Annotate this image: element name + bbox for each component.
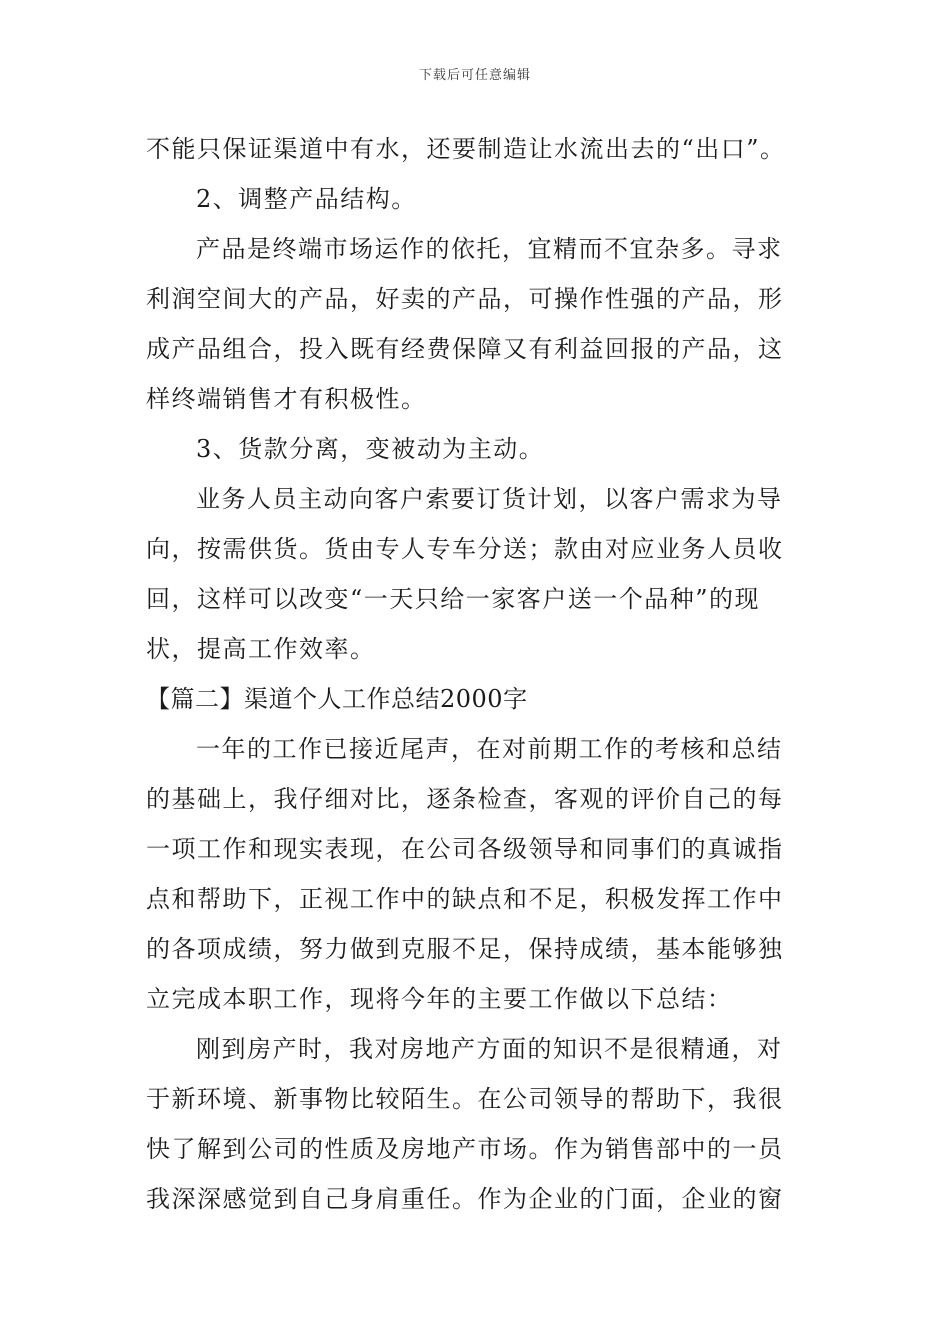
paragraph-line: 回，这样可以改变“一天只给一家客户送一个品种”的现 [146,585,761,613]
paragraph-line: 向，按需供货。货由专人专车分送；款由对应业务人员收 [146,535,784,563]
page-header: 下载后可任意编辑 [418,68,531,83]
section-title: 【篇二】渠道个人工作总结2000字 [146,685,528,713]
document-body [146,124,806,1224]
paragraph-line: 业务人员主动向客户索要订货计划，以客户需求为导 [196,485,783,513]
paragraph-line: 成产品组合，投入既有经费保障又有利益回报的产品，这 [146,335,784,363]
paragraph-line: 利润空间大的产品，好卖的产品，可操作性强的产品，形 [146,285,784,313]
paragraph-line: 我深深感觉到自己身肩重任。作为企业的门面，企业的窗 [146,1185,784,1213]
paragraph-line: 快了解到公司的性质及房地产市场。作为销售部中的一员 [146,1135,784,1163]
paragraph-line: 状，提高工作效率。 [146,635,376,663]
list-item-heading: 3、货款分离，变被动为主动。 [196,435,545,463]
paragraph-line: 刚到房产时，我对房地产方面的知识不是很精通，对 [196,1035,783,1063]
paragraph-line: 于新环境、新事物比较陌生。在公司领导的帮助下，我很 [146,1085,784,1113]
paragraph-line: 点和帮助下，正视工作中的缺点和不足，积极发挥工作中 [146,885,784,913]
paragraph-line: 样终端销售才有积极性。 [146,385,427,413]
paragraph-line: 一年的工作已接近尾声，在对前期工作的考核和总结 [196,735,783,763]
paragraph-line: 的基础上，我仔细对比，逐条检查，客观的评价自己的每 [146,785,784,813]
paragraph-line: 一项工作和现实表现，在公司各级领导和同事们的真诚指 [146,835,784,863]
paragraph-line: 立完成本职工作，现将今年的主要工作做以下总结： [146,985,733,1013]
paragraph-line: 不能只保证渠道中有水，还要制造让水流出去的“出口”。 [146,135,786,163]
list-item-heading: 2、调整产品结构。 [196,185,417,213]
paragraph-line: 的各项成绩，努力做到克服不足，保持成绩，基本能够独 [146,935,784,963]
paragraph-line: 产品是终端市场运作的依托，宜精而不宜杂多。寻求 [196,235,783,263]
